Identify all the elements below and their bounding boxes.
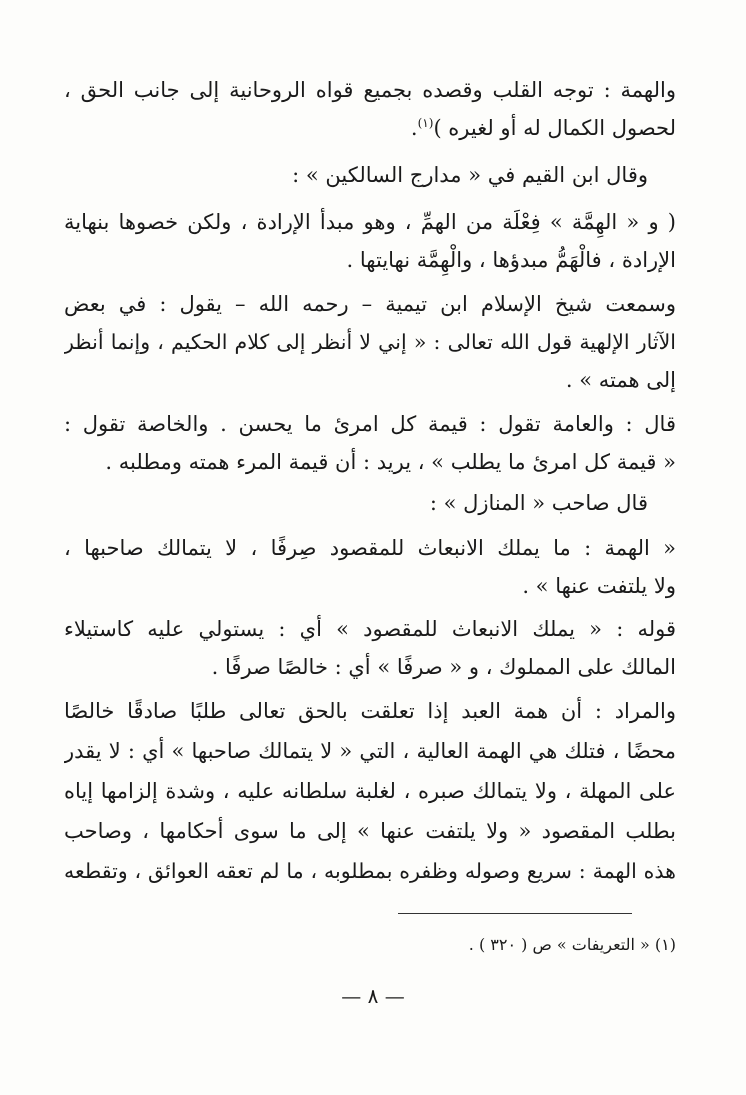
text-line-6: وسمعت شيخ الإسلام ابن تيمية – رحمه الله – يقول : في بعض [64,292,676,316]
footnote-marker: (١) [417,116,434,130]
text-line-2-end: . [410,116,418,140]
text-line-17: محضًا ، فتلك هي الهمة العالية ، التي « لا يتمالك صاحبها » أي : لا يقدر [64,739,676,763]
text-line-18: على المهلة ، ولا يتمالك صبره ، لغلبة سلطانه عليه ، وشدة إلزامها إياه [64,779,676,803]
text-line-10: « قيمة كل امرئ ما يطلب » ، يريد : أن قيمة المرء همته ومطلبه . [105,450,676,474]
text-line-11: قال صاحب « المنازل » : [429,491,648,515]
text-line-13: ولا يلتفت عنها » . [522,574,676,598]
text-line-12: « الهمة : ما يملك الانبعاث للمقصود صِرفًا ، لا يتمالك صاحبها ، [64,536,676,560]
footnote-text: (١) « التعريفات » ص ( ٣٢٠ ) . [468,935,676,954]
text-line-3: وقال ابن القيم في « مدارج السالكين » : [292,163,648,187]
text-line-5: الإرادة ، فالْهَمُّ مبدؤها ، والْهِمَّة نهايتها . [346,248,676,272]
page-number: — ٨ — [341,984,405,1008]
text-line-19: بطلب المقصود « ولا يلتفت عنها » إلى ما سوى أحكامها ، وصاحب [64,819,676,843]
text-line-2-body: لحصول الكمال له أو لغيره ) [433,116,676,140]
text-line-15: المالك على المملوك ، و « صرفًا » أي : خالصًا صرفًا . [211,655,676,679]
text-line-20: هذه الهمة : سريع وصوله وظفره بمطلوبه ، ما لم تعقه العوائق ، وتقطعه [64,859,676,883]
text-line-8: إلى همته » . [565,368,676,392]
text-line-1: والهمة : توجه القلب وقصده بجميع قواه الروحانية إلى جانب الحق ، [64,78,676,102]
footnote-divider [398,913,632,914]
text-line-4: ( و « الهِمَّة » فِعْلَة من الهمِّ ، وهو مبدأ الإرادة ، ولكن خصوها بنهاية [64,210,676,234]
text-line-16: والمراد : أن همة العبد إذا تعلقت بالحق تعالى طلبًا صادقًا خالصًا [64,699,676,723]
text-line-9: قال : والعامة تقول : قيمة كل امرئ ما يحسن . والخاصة تقول : [64,412,676,436]
text-line-7: الآثار الإلهية قول الله تعالى : « إني لا أنظر إلى كلام الحكيم ، وإنما أنظر [64,330,676,354]
text-line-2 [64,109,676,147]
text-line-14: قوله : « يملك الانبعاث للمقصود » أي : يستولي عليه كاستيلاء [64,617,676,641]
